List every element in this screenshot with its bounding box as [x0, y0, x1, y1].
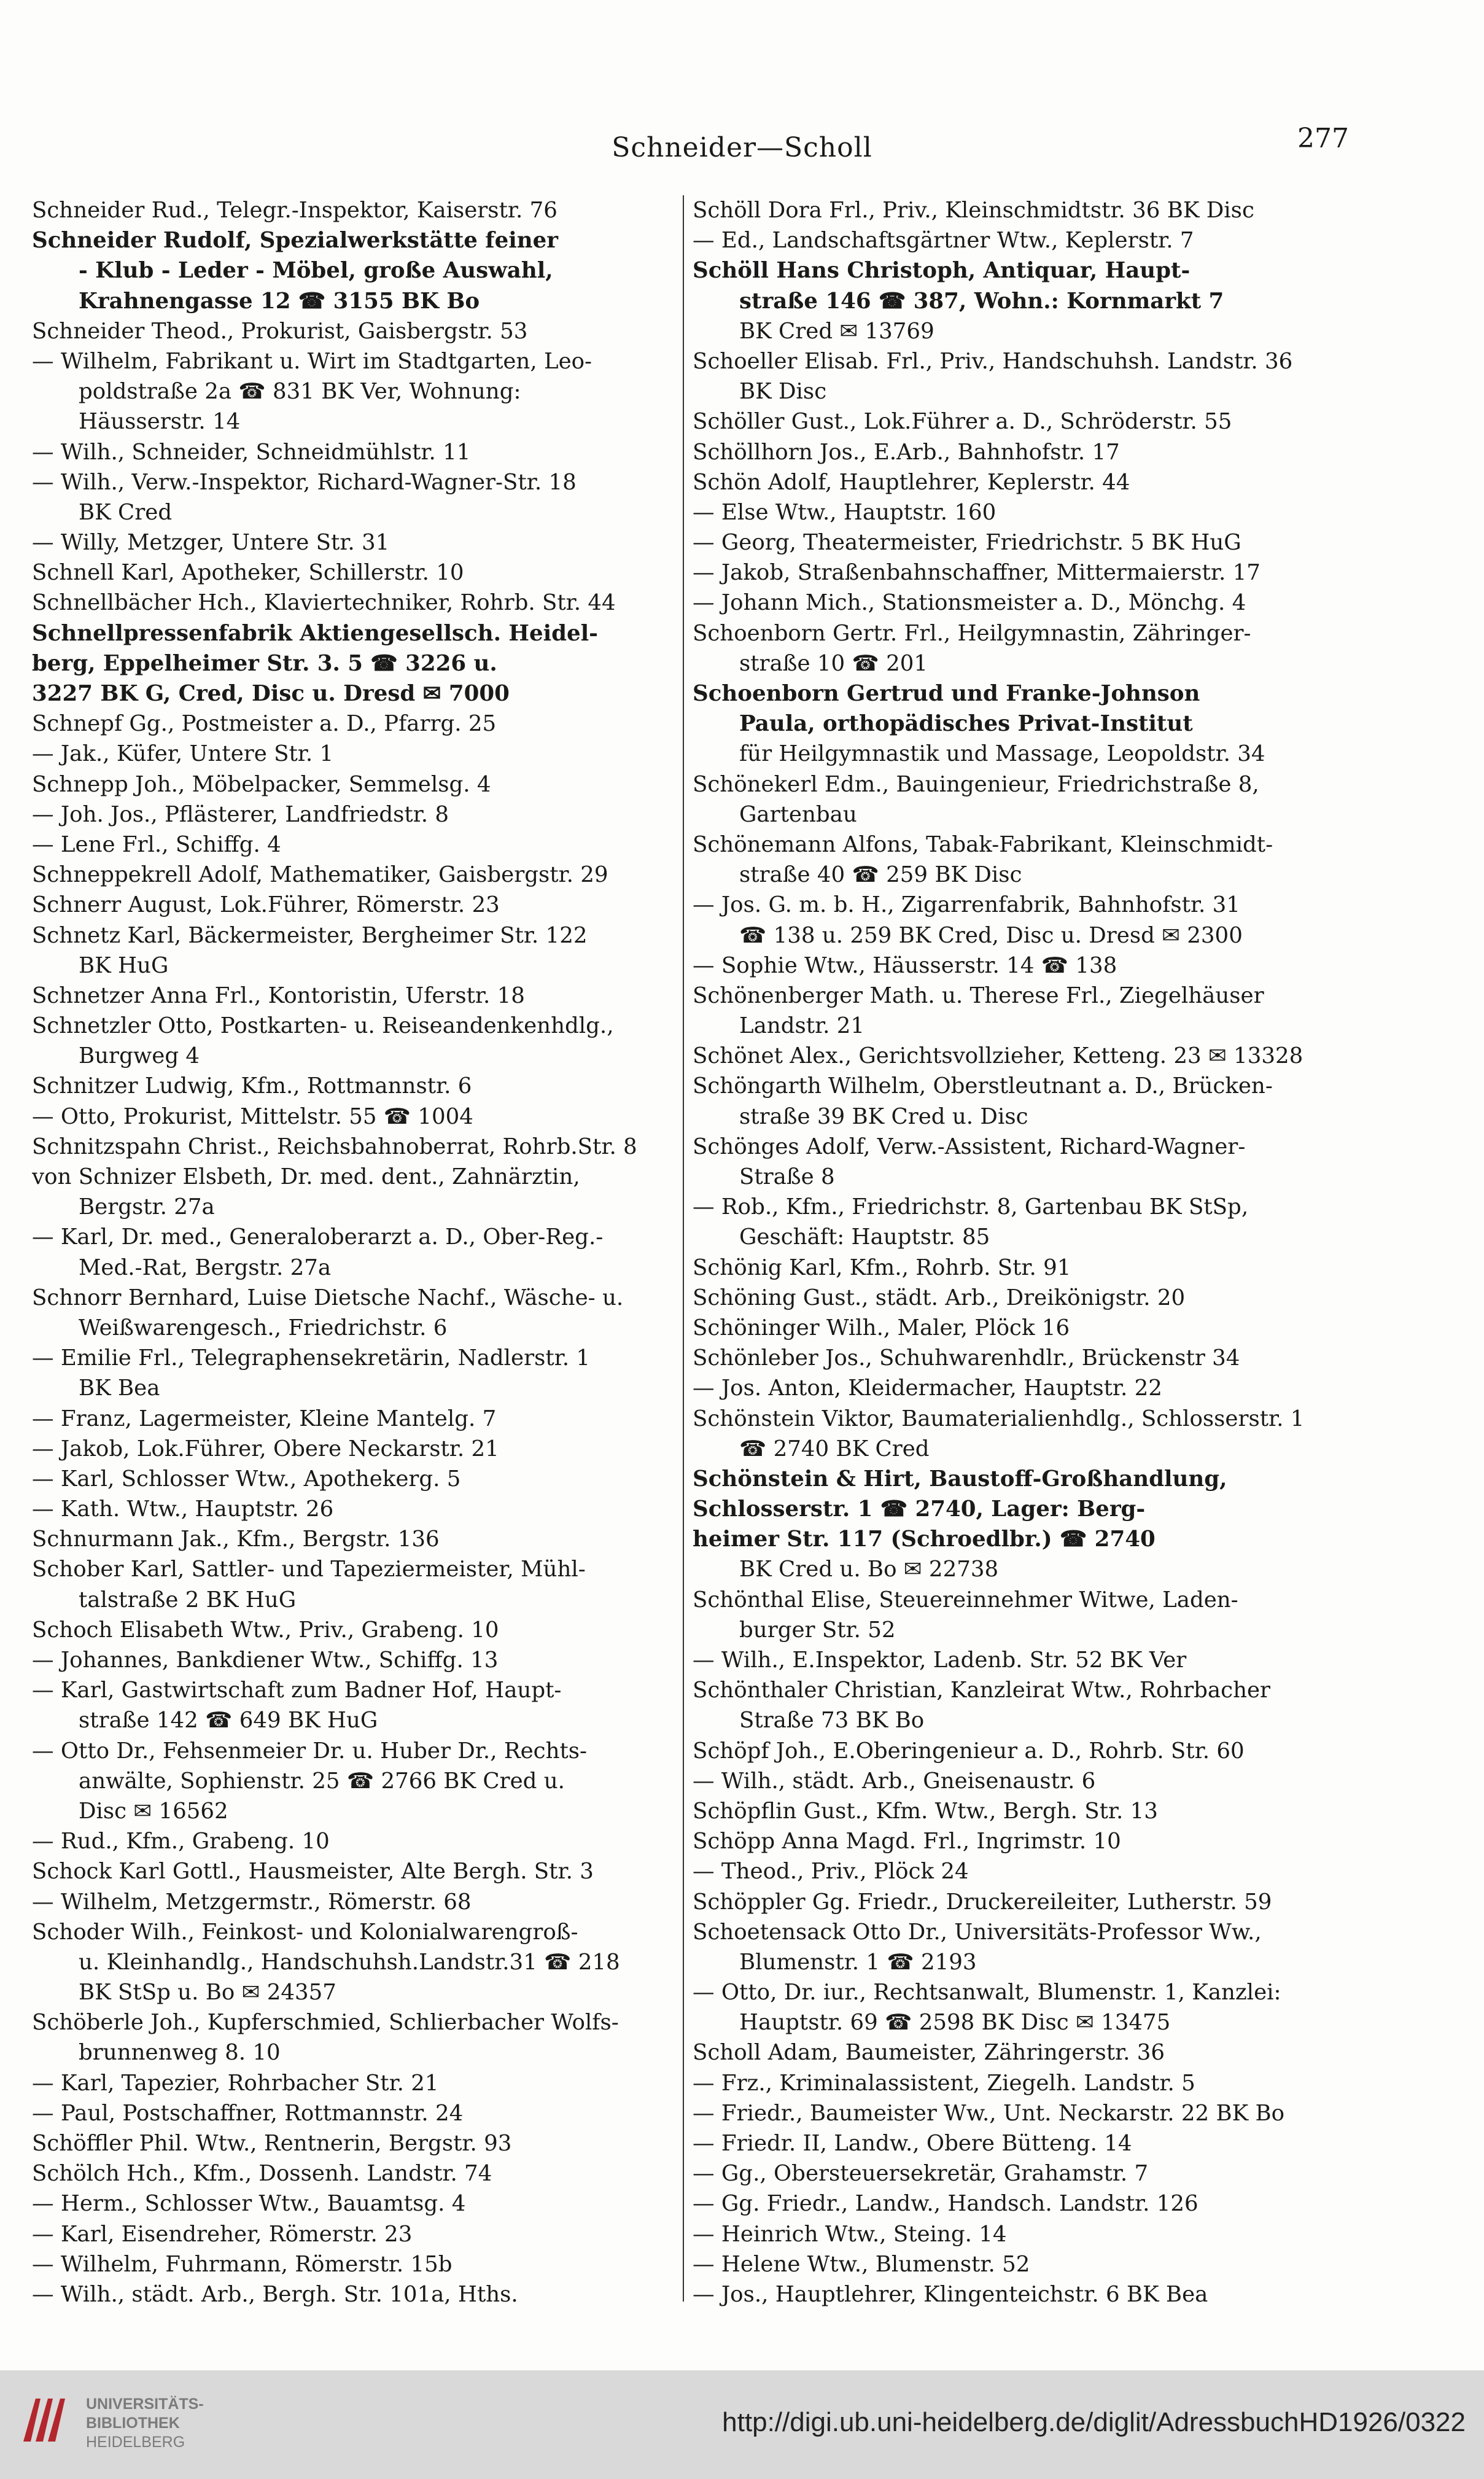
library-name	[86, 2395, 204, 2452]
directory-entry-line: — Jos. G. m. b. H., Zigarrenfabrik, Bahnhofstr. 31	[693, 892, 1240, 918]
library-name-line2: BIBLIOTHEK	[86, 2415, 180, 2432]
directory-entry-line: Schober Karl, Sattler- und Tapeziermeister, Mühl-	[32, 1557, 586, 1582]
directory-entry-line: Landstr. 21	[739, 1013, 865, 1039]
directory-entry-line: Schöberle Joh., Kupferschmied, Schlierbacher Wolfs-	[32, 2010, 619, 2036]
directory-entry-line: — Paul, Postschaffner, Rottmannstr. 24	[32, 2100, 464, 2126]
directory-entry-line: Schoetensack Otto Dr., Universitäts-Professor Ww.,	[693, 1919, 1262, 1945]
directory-entry-line: Schneider Rud., Telegr.-Inspektor, Kaiserstr. 76	[32, 198, 557, 223]
directory-entry-line: — Wilh., städt. Arb., Gneisenaustr. 6	[693, 1768, 1096, 1794]
directory-entry-line: BK Disc	[739, 379, 827, 405]
directory-entry-line: Schöffler Phil. Wtw., Rentnerin, Bergstr. 93	[32, 2131, 512, 2156]
directory-entry-line: — Heinrich Wtw., Steing. 14	[693, 2221, 1007, 2247]
directory-entry-line: straße 39 BK Cred u. Disc	[739, 1103, 1028, 1129]
directory-entry-line: Schlosserstr. 1 ☎ 2740, Lager: Berg-	[693, 1496, 1146, 1522]
directory-entry-line: — Emilie Frl., Telegraphensekretärin, Nadlerstr. 1	[32, 1345, 591, 1371]
directory-entry-line: Schnetzler Otto, Postkarten- u. Reiseandenkenhdlg.,	[32, 1013, 614, 1039]
directory-entry-line: Med.-Rat, Bergstr. 27a	[79, 1255, 332, 1280]
directory-entry-line: Schöpp Anna Magd. Frl., Ingrimstr. 10	[693, 1829, 1121, 1854]
directory-entry-line: — Karl, Gastwirtschaft zum Badner Hof, Haupt-	[32, 1678, 562, 1703]
directory-entry-line: — Kath. Wtw., Hauptstr. 26	[32, 1496, 334, 1522]
directory-entry-line: ☎ 138 u. 259 BK Cred, Disc u. Dresd ✉ 2300	[739, 922, 1243, 948]
directory-entry-line: straße 146 ☎ 387, Wohn.: Kornmarkt 7	[739, 288, 1224, 314]
directory-entry-line: — Else Wtw., Hauptstr. 160	[693, 499, 996, 525]
directory-entry-line: — Friedr. II, Landw., Obere Bütteng. 14	[693, 2131, 1132, 2156]
directory-entry-line: — Karl, Schlosser Wtw., Apothekerg. 5	[32, 1466, 461, 1492]
directory-entry-line: Weißwarengesch., Friedrichstr. 6	[79, 1315, 448, 1341]
directory-entry-line: Schönstein Viktor, Baumaterialienhdlg., Schlosserstr. 1	[693, 1406, 1305, 1431]
directory-entry-line: Schölch Hch., Kfm., Dossenh. Landstr. 74	[32, 2161, 492, 2187]
directory-entry-line: — Johann Mich., Stationsmeister a. D., Mönchg. 4	[693, 590, 1246, 616]
directory-entry-line: — Ed., Landschaftsgärtner Wtw., Keplerstr. 7	[693, 228, 1194, 254]
directory-entry-line: Schönthaler Christian, Kanzleirat Wtw., Rohrbacher	[693, 1678, 1271, 1703]
directory-entry-line: — Jak., Küfer, Untere Str. 1	[32, 741, 334, 767]
directory-entry-line: von Schnizer Elsbeth, Dr. med. dent., Zahnärztin,	[32, 1164, 580, 1189]
directory-entry-line: — Karl, Tapezier, Rohrbacher Str. 21	[32, 2070, 439, 2096]
directory-entry-line: — Johannes, Bankdiener Wtw., Schiffg. 13	[32, 1648, 499, 1673]
directory-entry-line: — Joh. Jos., Pflästerer, Landfriedstr. 8	[32, 801, 449, 827]
directory-entry-line: — Theod., Priv., Plöck 24	[693, 1859, 969, 1885]
directory-entry-line: Scholl Adam, Baumeister, Zähringerstr. 36	[693, 2040, 1165, 2066]
directory-entry-line: Gartenbau	[739, 801, 857, 827]
directory-entry-line: Bergstr. 27a	[79, 1194, 215, 1220]
directory-entry-line: — Wilh., städt. Arb., Bergh. Str. 101a, Hths.	[32, 2281, 518, 2307]
directory-entry-line: Paula, orthopädisches Privat-Institut	[739, 711, 1193, 737]
directory-entry-line: straße 40 ☎ 259 BK Disc	[739, 862, 1022, 888]
library-logo-icon	[17, 2392, 74, 2449]
directory-entry-line: Schnepp Joh., Möbelpacker, Semmelsg. 4	[32, 771, 491, 797]
directory-entry-line: Schönenberger Math. u. Therese Frl., Ziegelhäuser	[693, 983, 1264, 1008]
directory-entry-line: Schnetzer Anna Frl., Kontoristin, Uferstr. 18	[32, 983, 525, 1008]
directory-entry-line: Häusserstr. 14	[79, 409, 241, 435]
directory-entry-line: — Wilh., Schneider, Schneidmühlstr. 11	[32, 439, 471, 465]
directory-entry-line: — Helene Wtw., Blumenstr. 52	[693, 2251, 1030, 2277]
directory-entry-line: — Jos., Hauptlehrer, Klingenteichstr. 6 BK Bea	[693, 2281, 1208, 2307]
directory-entry-line: poldstraße 2a ☎ 831 BK Ver, Wohnung:	[79, 379, 521, 405]
directory-entry-line: — Gg., Obersteuersekretär, Grahamstr. 7	[693, 2161, 1149, 2187]
directory-entry-line: - Klub - Leder - Möbel, große Auswahl,	[79, 258, 553, 284]
directory-entry-line: — Otto Dr., Fehsenmeier Dr. u. Huber Dr., Rechts-	[32, 1738, 588, 1764]
right-column	[693, 195, 1353, 2310]
directory-entry-line: — Georg, Theatermeister, Friedrichstr. 5 BK HuG	[693, 530, 1241, 556]
directory-entry-line: — Herm., Schlosser Wtw., Bauamtsg. 4	[32, 2191, 466, 2217]
library-name-line1: UNIVERSITÄTS-	[86, 2395, 204, 2413]
directory-entry-line: — Karl, Dr. med., Generaloberarzt a. D., Ober-Reg.-	[32, 1224, 604, 1250]
directory-entry-line: Blumenstr. 1 ☎ 2193	[739, 1949, 977, 1975]
directory-entry-line: Schnetz Karl, Bäckermeister, Bergheimer Str. 122	[32, 922, 588, 948]
directory-entry-line: Schnell Karl, Apotheker, Schillerstr. 10	[32, 560, 464, 586]
directory-entry-line: BK Cred	[79, 499, 173, 525]
directory-entry-line: straße 142 ☎ 649 BK HuG	[79, 1708, 378, 1734]
directory-entry-line: — Lene Frl., Schiffg. 4	[32, 831, 281, 857]
directory-entry-line: Schneider Rudolf, Spezialwerkstätte feiner	[32, 228, 559, 254]
directory-entry-line: — Rud., Kfm., Grabeng. 10	[32, 1829, 330, 1854]
directory-entry-line: — Otto, Prokurist, Mittelstr. 55 ☎ 1004	[32, 1103, 473, 1129]
directory-entry-line: — Jakob, Lok.Führer, Obere Neckarstr. 21	[32, 1436, 499, 1461]
directory-entry-line: Schnitzer Ludwig, Kfm., Rottmannstr. 6	[32, 1073, 472, 1099]
directory-entry-line: Schoenborn Gertrud und Franke-Johnson	[693, 681, 1200, 706]
page-number: 277	[1297, 123, 1349, 154]
directory-entry-line: BK StSp u. Bo ✉ 24357	[79, 1980, 336, 2006]
directory-entry-line: — Jakob, Straßenbahnschaffner, Mittermaierstr. 17	[693, 560, 1261, 586]
directory-entry-line: — Jos. Anton, Kleidermacher, Hauptstr. 22	[693, 1376, 1162, 1401]
directory-entry-line: — Frz., Kriminalassistent, Ziegelh. Landstr. 5	[693, 2070, 1195, 2096]
directory-entry-line: Schönig Karl, Kfm., Rohrb. Str. 91	[693, 1255, 1071, 1280]
directory-entry-line: straße 10 ☎ 201	[739, 650, 928, 676]
directory-entry-line: Schnepf Gg., Postmeister a. D., Pfarrg. 25	[32, 711, 497, 737]
directory-entry-line: Krahnengasse 12 ☎ 3155 BK Bo	[79, 288, 480, 314]
directory-entry-line: Schoch Elisabeth Wtw., Priv., Grabeng. 10	[32, 1617, 499, 1643]
directory-entry-line: — Otto, Dr. iur., Rechtsanwalt, Blumenstr. 1, Kanzlei:	[693, 1980, 1281, 2006]
directory-entry-line: — Rob., Kfm., Friedrichstr. 8, Gartenbau BK StSp,	[693, 1194, 1249, 1220]
directory-entry-line: Schöll Hans Christoph, Antiquar, Haupt-	[693, 258, 1191, 284]
directory-entry-line: — Wilhelm, Metzgermstr., Römerstr. 68	[32, 1889, 472, 1915]
directory-entry-line: Schnorr Bernhard, Luise Dietsche Nachf., Wäsche- u.	[32, 1285, 624, 1310]
directory-entry-line: Schnerr August, Lok.Führer, Römerstr. 23	[32, 892, 500, 918]
directory-entry-line: — Willy, Metzger, Untere Str. 31	[32, 530, 390, 556]
directory-entry-line: Schönekerl Edm., Bauingenieur, Friedrichstraße 8,	[693, 771, 1259, 797]
directory-entry-line: Schöllhorn Jos., E.Arb., Bahnhofstr. 17	[693, 439, 1120, 465]
directory-entry-line: — Gg. Friedr., Landw., Handsch. Landstr. 126	[693, 2191, 1198, 2217]
directory-entry-line: Schneppekrell Adolf, Mathematiker, Gaisbergstr. 29	[32, 862, 608, 888]
directory-entry-line: Geschäft: Hauptstr. 85	[739, 1224, 990, 1250]
directory-entry-line: Schöppler Gg. Friedr., Druckereileiter, Lutherstr. 59	[693, 1889, 1272, 1915]
directory-entry-line: Schönemann Alfons, Tabak-Fabrikant, Kleinschmidt-	[693, 831, 1273, 857]
directory-entry-line: — Karl, Eisendreher, Römerstr. 23	[32, 2221, 413, 2247]
directory-entry-line: Schönthal Elise, Steuereinnehmer Witwe, Laden-	[693, 1587, 1238, 1613]
directory-entry-line: — Franz, Lagermeister, Kleine Mantelg. 7	[32, 1406, 497, 1431]
directory-entry-line: 3227 BK G, Cred, Disc u. Dresd ✉ 7000	[32, 681, 510, 706]
footer-bar	[0, 2370, 1484, 2479]
directory-entry-line: Straße 8	[739, 1164, 835, 1189]
source-url-link[interactable]: http://digi.ub.uni-heidelberg.de/diglit/AdressbuchHD1926/0322	[722, 2407, 1466, 2437]
directory-entry-line: ☎ 2740 BK Cred	[739, 1436, 930, 1461]
directory-entry-line: BK HuG	[79, 952, 169, 978]
directory-entry-line: BK Cred u. Bo ✉ 22738	[739, 1557, 999, 1582]
directory-entry-line: Schöning Gust., städt. Arb., Dreikönigstr. 20	[693, 1285, 1186, 1310]
directory-entry-line: — Wilh., Verw.-Inspektor, Richard-Wagner-Str. 18	[32, 469, 577, 495]
directory-entry-line: Schöngarth Wilhelm, Oberstleutnant a. D., Brücken-	[693, 1073, 1273, 1099]
directory-entry-line: Burgweg 4	[79, 1043, 200, 1069]
directory-entry-line: Straße 73 BK Bo	[739, 1708, 925, 1734]
directory-entry-line: BK Cred ✉ 13769	[739, 318, 934, 344]
directory-entry-line: für Heilgymnastik und Massage, Leopoldstr. 34	[739, 741, 1265, 767]
directory-entry-line: Schönet Alex., Gerichtsvollzieher, Ketteng. 23 ✉ 13328	[693, 1043, 1303, 1069]
directory-entry-line: burger Str. 52	[739, 1617, 896, 1643]
directory-entry-line: — Wilhelm, Fabrikant u. Wirt im Stadtgarten, Leo-	[32, 348, 592, 374]
directory-entry-line: Schöpflin Gust., Kfm. Wtw., Bergh. Str. 13	[693, 1798, 1158, 1824]
directory-entry-line: u. Kleinhandlg., Handschuhsh.Landstr.31 ☎ 218	[79, 1949, 620, 1975]
directory-entry-line: Hauptstr. 69 ☎ 2598 BK Disc ✉ 13475	[739, 2010, 1171, 2036]
left-column	[32, 195, 677, 2310]
directory-entry-line: Schöpf Joh., E.Oberingenieur a. D., Rohrb. Str. 60	[693, 1738, 1245, 1764]
directory-entry-line: heimer Str. 117 (Schroedlbr.) ☎ 2740	[693, 1527, 1156, 1552]
page-header-title: Schneider—Scholl	[612, 132, 872, 163]
directory-entry-line: — Wilh., E.Inspektor, Ladenb. Str. 52 BK Ver	[693, 1648, 1187, 1673]
library-name-line3: HEIDELBERG	[86, 2434, 185, 2451]
directory-entry-line: anwälte, Sophienstr. 25 ☎ 2766 BK Cred u.	[79, 1768, 565, 1794]
directory-entry-line: talstraße 2 BK HuG	[79, 1587, 297, 1613]
directory-entry-line: Schönges Adolf, Verw.-Assistent, Richard-Wagner-	[693, 1134, 1246, 1159]
directory-entry-line: berg, Eppelheimer Str. 3. 5 ☎ 3226 u.	[32, 650, 497, 676]
directory-entry-line: — Friedr., Baumeister Ww., Unt. Neckarstr. 22 BK Bo	[693, 2100, 1285, 2126]
directory-entry-line: Schönleber Jos., Schuhwarenhdlr., Brückenstr 34	[693, 1345, 1240, 1371]
directory-entry-line: Schöninger Wilh., Maler, Plöck 16	[693, 1315, 1070, 1341]
directory-entry-line: brunnenweg 8. 10	[79, 2040, 281, 2066]
directory-entry-line: Schöller Gust., Lok.Führer a. D., Schröderstr. 55	[693, 409, 1232, 435]
directory-entry-line: Schnurmann Jak., Kfm., Bergstr. 136	[32, 1527, 440, 1552]
directory-entry-line: Schoder Wilh., Feinkost- und Kolonialwarengroß-	[32, 1919, 578, 1945]
directory-entry-line: Disc ✉ 16562	[79, 1798, 228, 1824]
directory-entry-line: BK Bea	[79, 1376, 160, 1401]
directory-entry-line: Schöll Dora Frl., Priv., Kleinschmidtstr. 36 BK Disc	[693, 198, 1254, 223]
directory-entry-line: Schoeller Elisab. Frl., Priv., Handschuhsh. Landstr. 36	[693, 348, 1293, 374]
directory-entry-line: Schnellpressenfabrik Aktiengesellsch. Heidel-	[32, 620, 598, 646]
directory-entry-line: Schön Adolf, Hauptlehrer, Keplerstr. 44	[693, 469, 1130, 495]
directory-entry-line: Schoenborn Gertr. Frl., Heilgymnastin, Zähringer-	[693, 620, 1251, 646]
column-divider	[683, 195, 684, 2302]
directory-entry-line: — Wilhelm, Fuhrmann, Römerstr. 15b	[32, 2251, 453, 2277]
directory-entry-line: Schönstein & Hirt, Baustoff-Großhandlung,	[693, 1466, 1227, 1492]
directory-entry-line: Schnitzspahn Christ., Reichsbahnoberrat, Rohrb.Str. 8	[32, 1134, 637, 1159]
directory-entry-line: Schneider Theod., Prokurist, Gaisbergstr. 53	[32, 318, 528, 344]
directory-entry-line: Schock Karl Gottl., Hausmeister, Alte Bergh. Str. 3	[32, 1859, 594, 1885]
directory-entry-line: — Sophie Wtw., Häusserstr. 14 ☎ 138	[693, 952, 1117, 978]
directory-entry-line: Schnellbächer Hch., Klaviertechniker, Rohrb. Str. 44	[32, 590, 616, 616]
